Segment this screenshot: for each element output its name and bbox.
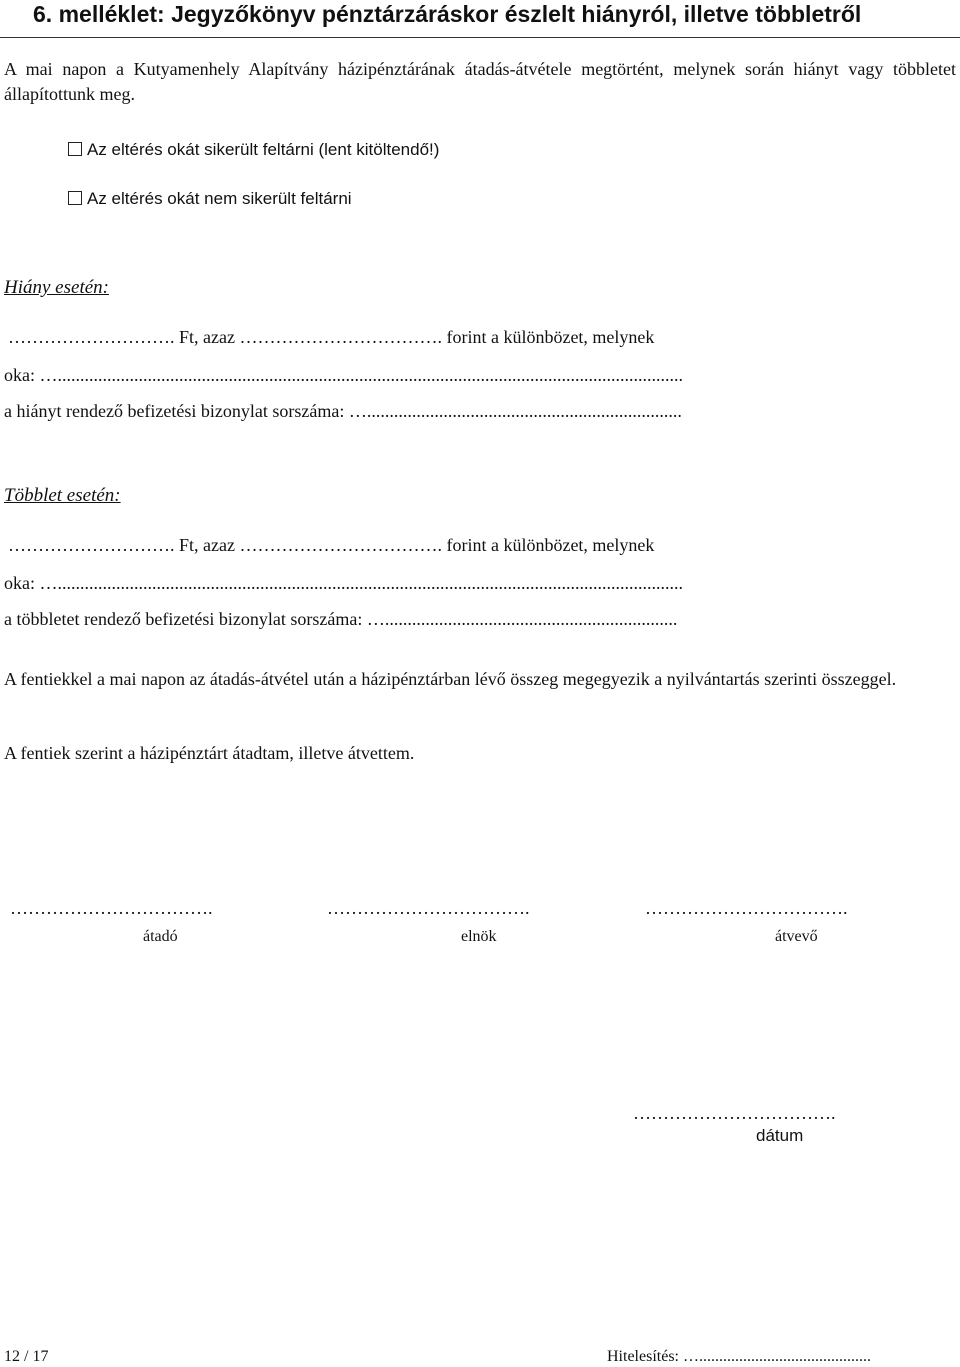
date-label: dátum — [756, 1126, 804, 1145]
checkbox-row-not-found[interactable] — [68, 188, 352, 210]
shortage-reason-line: oka: …........................................................................................................................................... — [4, 365, 683, 385]
surplus-amount-line: ………………………. Ft, azaz ……………………………. forint a különbözet, melynek — [8, 535, 655, 555]
intro-paragraph: A mai napon a Kutyamenhely Alapítvány házipénztárának átadás-átvétele megtörtént, melynek során hiányt vagy többletet állapítottunk meg. — [4, 59, 956, 104]
shortage-receipt-line: a hiányt rendező befizetési bizonylat sorszáma: …...................................................................... — [4, 401, 682, 421]
signature-line-receiver: ……………………………. — [645, 898, 848, 918]
signature-label-receiver: átvevő — [775, 928, 818, 945]
closing-paragraph: A fentiekkel a mai napon az átadás-átvétel után a házipénztárban lévő összeg megegyezik a nyilvántartás szerinti összeggel. — [4, 669, 897, 689]
signature-line-chair: ……………………………. — [327, 898, 530, 918]
title-divider — [0, 37, 960, 38]
surplus-heading: Többlet esetén: — [4, 485, 121, 506]
date-line: ……………………………. — [633, 1103, 836, 1123]
checkbox-not-found[interactable] — [68, 191, 82, 205]
handover-statement: A fentiek szerint a házipénztárt átadtam, illetve átvettem. — [4, 743, 415, 763]
checkbox-not-found-label: Az eltérés okát nem sikerült feltárni — [87, 189, 352, 208]
authentication-field: Hitelesítés: …........................................... — [607, 1348, 871, 1365]
checkbox-row-found[interactable] — [68, 139, 439, 161]
surplus-receipt-line: a többletet rendező befizetési bizonylat sorszáma: …................................................................. — [4, 609, 678, 629]
checkbox-found[interactable] — [68, 142, 82, 156]
signature-label-handover: átadó — [143, 928, 178, 945]
shortage-amount-line: ………………………. Ft, azaz ……………………………. forint a különbözet, melynek — [8, 327, 655, 347]
shortage-heading: Hiány esetén: — [4, 277, 109, 298]
page-number: 12 / 17 — [4, 1348, 49, 1365]
checkbox-found-label: Az eltérés okát sikerült feltárni (lent kitöltendő!) — [87, 140, 440, 159]
surplus-reason-line: oka: …........................................................................................................................................... — [4, 573, 683, 593]
signature-line-handover: ……………………………. — [10, 898, 213, 918]
page-title: 6. melléklet: Jegyzőkönyv pénztárzáráskor észlelt hiányról, illetve többletről — [33, 1, 862, 27]
signature-label-chair: elnök — [461, 928, 497, 945]
